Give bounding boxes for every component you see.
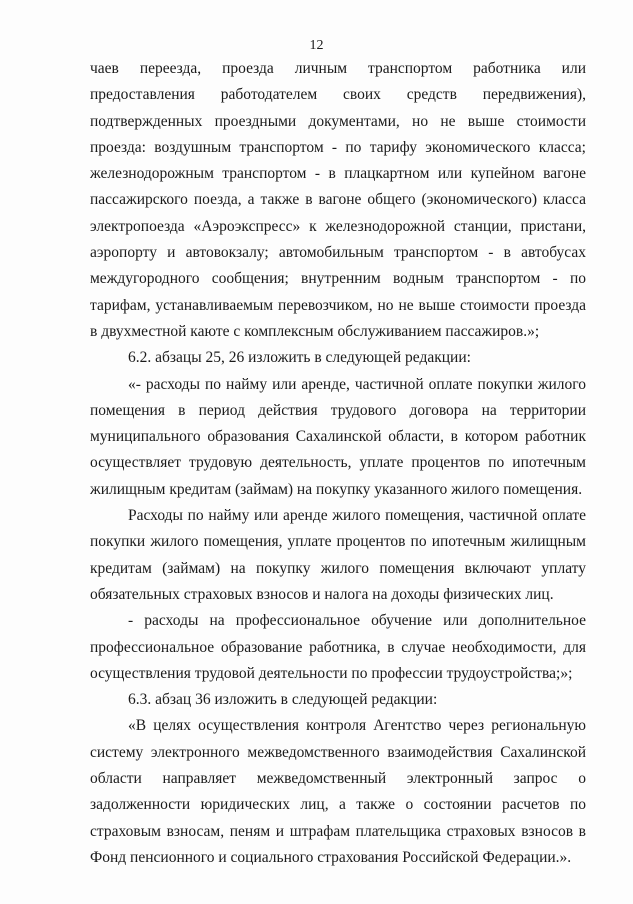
document-body bbox=[90, 56, 586, 871]
paragraph-travel-expenses: чаев переезда, проезда личным транспортом работника или предоставления работодателем своих средств передвижения), подтвержденных проездными документами, но не выше стоимости проезда: воздушным транспортом - по тарифу экономического класса; железнодорожным транспортом - в плацкартном или купейном вагоне пассажирского поезда, а также в вагоне общего (экономического) класса электропоезда «Аэроэкспресс» к железнодорожной станции, пристани, аэропорту и автовокзалу; автомобильным транспортом - в автобусах междугородного сообщения; внутренним водным транспортом - по тарифам, устанавливаемым перевозчиком, но не выше стоимости проезда в двухместной каюте с комплексным обслуживанием пассажиров.»; bbox=[90, 60, 586, 340]
paragraph-agency-control: «В целях осуществления контроля Агентство через региональную систему электронного межведомственного взаимодействия Сахалинской области направляет межведомственный электронный запрос о задолженности юридических лиц, а также о состоянии расчетов по страховым взносам, пеням и штрафам плательщика страховых взносов в Фонд пенсионного и социального страхования Российской Федерации.». bbox=[90, 717, 586, 866]
paragraph-professional-training: - расходы на профессиональное обучение или дополнительное профессиональное образование работника, в случае необходимости, для осуществления трудовой деятельности по профессии трудоустройства;»; bbox=[90, 612, 586, 682]
paragraph-housing-taxes: Расходы по найму или аренде жилого помещения, частичной оплате покупки жилого помещения, уплате процентов по ипотечным жилищным кредитам (займам) на покупку жилого помещения включают уплату обязательных страховых взносов и налога на доходы физических лиц. bbox=[90, 507, 586, 603]
page-number: 12 bbox=[309, 38, 324, 53]
paragraph-clause-6-3: 6.3. абзац 36 изложить в следующей редакции: bbox=[128, 691, 438, 709]
paragraph-housing-expenses: «- расходы по найму или аренде, частичной оплате покупки жилого помещения в период действия трудового договора на территории муниципального образования Сахалинской области, в котором работник осуществляет трудовую деятельность, уплате процентов по ипотечным жилищным кредитам (займам) на покупку указанного жилого помещения. bbox=[90, 375, 586, 498]
paragraph-clause-6-2: 6.2. абзацы 25, 26 изложить в следующей редакции: bbox=[128, 349, 471, 367]
